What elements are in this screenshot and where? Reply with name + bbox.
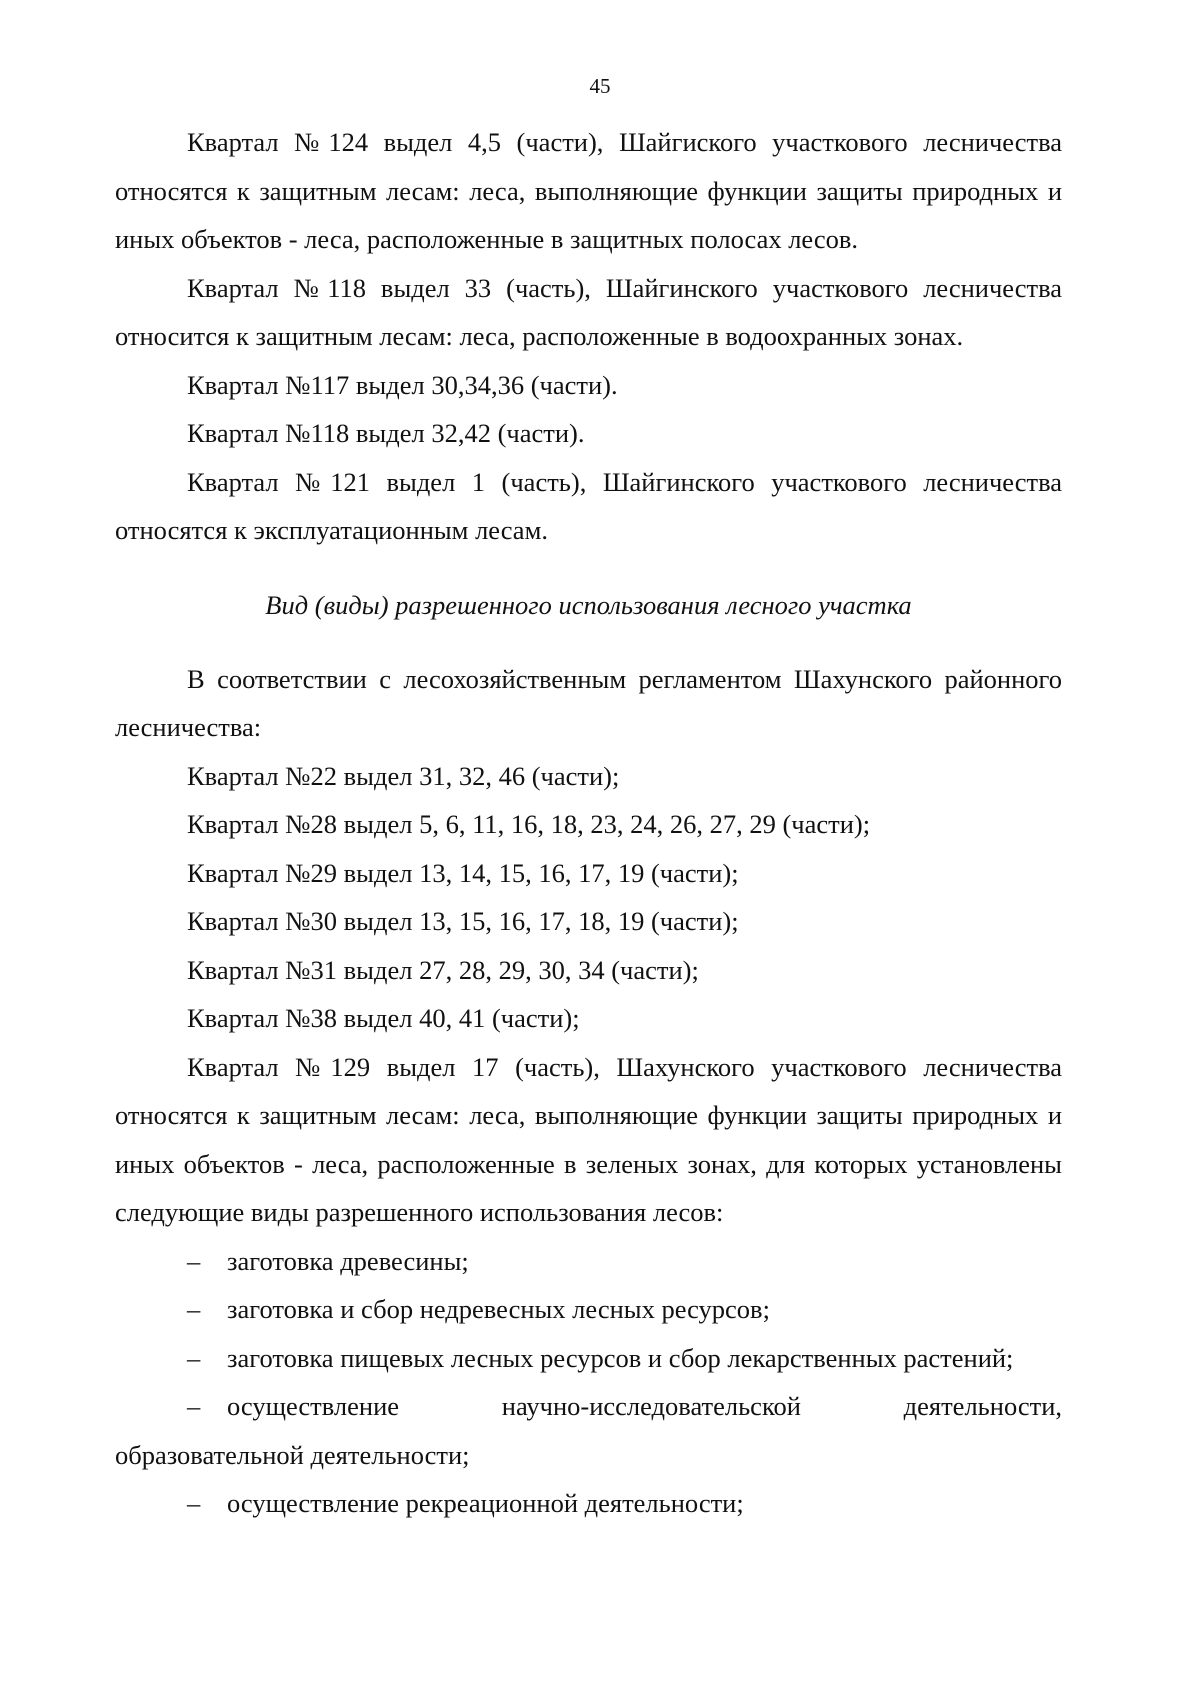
list-item bbox=[115, 1237, 1062, 1286]
allowed-uses-list bbox=[115, 1237, 1062, 1528]
list-item-text: осуществление научно-исследовательской деятельности, образовательной деятельности; bbox=[115, 1391, 1062, 1470]
list-item-text: заготовка древесины; bbox=[227, 1245, 469, 1276]
paragraph-kvartal-121: Квартал №121 выдел 1 (часть), Шайгинского участкового лесничества относятся к эксплуатационным лесам. bbox=[115, 466, 1062, 545]
dash-marker: – bbox=[187, 1488, 201, 1518]
dash-marker: – bbox=[187, 1245, 201, 1276]
list-item bbox=[115, 1285, 1062, 1334]
paragraph-reglament: В соответствии с лесохозяйственным регламентом Шахунского районного лесничества: bbox=[115, 663, 1062, 742]
list-item-text: заготовка пищевых лесных ресурсов и сбор лекарственных растений; bbox=[227, 1342, 1014, 1373]
paragraph-kvartal-117: Квартал №117 выдел 30,34,36 (части). bbox=[187, 369, 618, 400]
paragraph-kvartal-30: Квартал №30 выдел 13, 15, 16, 17, 18, 19 (части); bbox=[187, 906, 739, 936]
dash-marker: – bbox=[187, 1342, 201, 1373]
list-item bbox=[115, 1382, 1062, 1479]
paragraph-kvartal-31: Квартал №31 выдел 27, 28, 29, 30, 34 (части); bbox=[187, 954, 699, 985]
list-item bbox=[115, 1334, 1062, 1383]
paragraph-kvartal-38: Квартал №38 выдел 40, 41 (части); bbox=[187, 1003, 580, 1033]
paragraph-kvartal-118-32: Квартал №118 выдел 32,42 (части). bbox=[187, 418, 585, 448]
paragraph-kvartal-29: Квартал №29 выдел 13, 14, 15, 16, 17, 19 (части); bbox=[187, 857, 739, 888]
document-body bbox=[115, 118, 1062, 1528]
list-item-text: заготовка и сбор недревесных лесных ресурсов; bbox=[227, 1294, 770, 1324]
paragraph-kvartal-124: Квартал №124 выдел 4,5 (части), Шайгиского участкового лесничества относятся к защитным лесам: леса, выполняющие функции защиты природных и иных объектов - леса, расположенные в защитных полосах лесов. bbox=[115, 127, 1062, 254]
paragraph-kvartal-118-33: Квартал №118 выдел 33 (часть), Шайгинского участкового лесничества относится к защитным лесам: леса, расположенные в водоохранных зонах. bbox=[115, 272, 1062, 351]
page-number: 45 bbox=[589, 74, 611, 98]
paragraph-kvartal-129: Квартал №129 выдел 17 (часть), Шахунского участкового лесничества относятся к защитным лесам: леса, выполняющие функции защиты природных и иных объектов - леса, расположенные в зеленых зонах, для которых установлены следующие виды разрешенного использования лесов: bbox=[115, 1051, 1062, 1227]
dash-marker: – bbox=[187, 1391, 201, 1421]
list-item-text: осуществление рекреационной деятельности; bbox=[227, 1488, 744, 1518]
list-item bbox=[115, 1479, 1062, 1528]
section-heading: Вид (виды) разрешенного использования лесного участка bbox=[265, 589, 912, 620]
paragraph-kvartal-22: Квартал №22 выдел 31, 32, 46 (части); bbox=[187, 760, 620, 791]
dash-marker: – bbox=[187, 1294, 201, 1324]
paragraph-kvartal-28: Квартал №28 выдел 5, 6, 11, 16, 18, 23, 24, 26, 27, 29 (части); bbox=[187, 809, 871, 839]
